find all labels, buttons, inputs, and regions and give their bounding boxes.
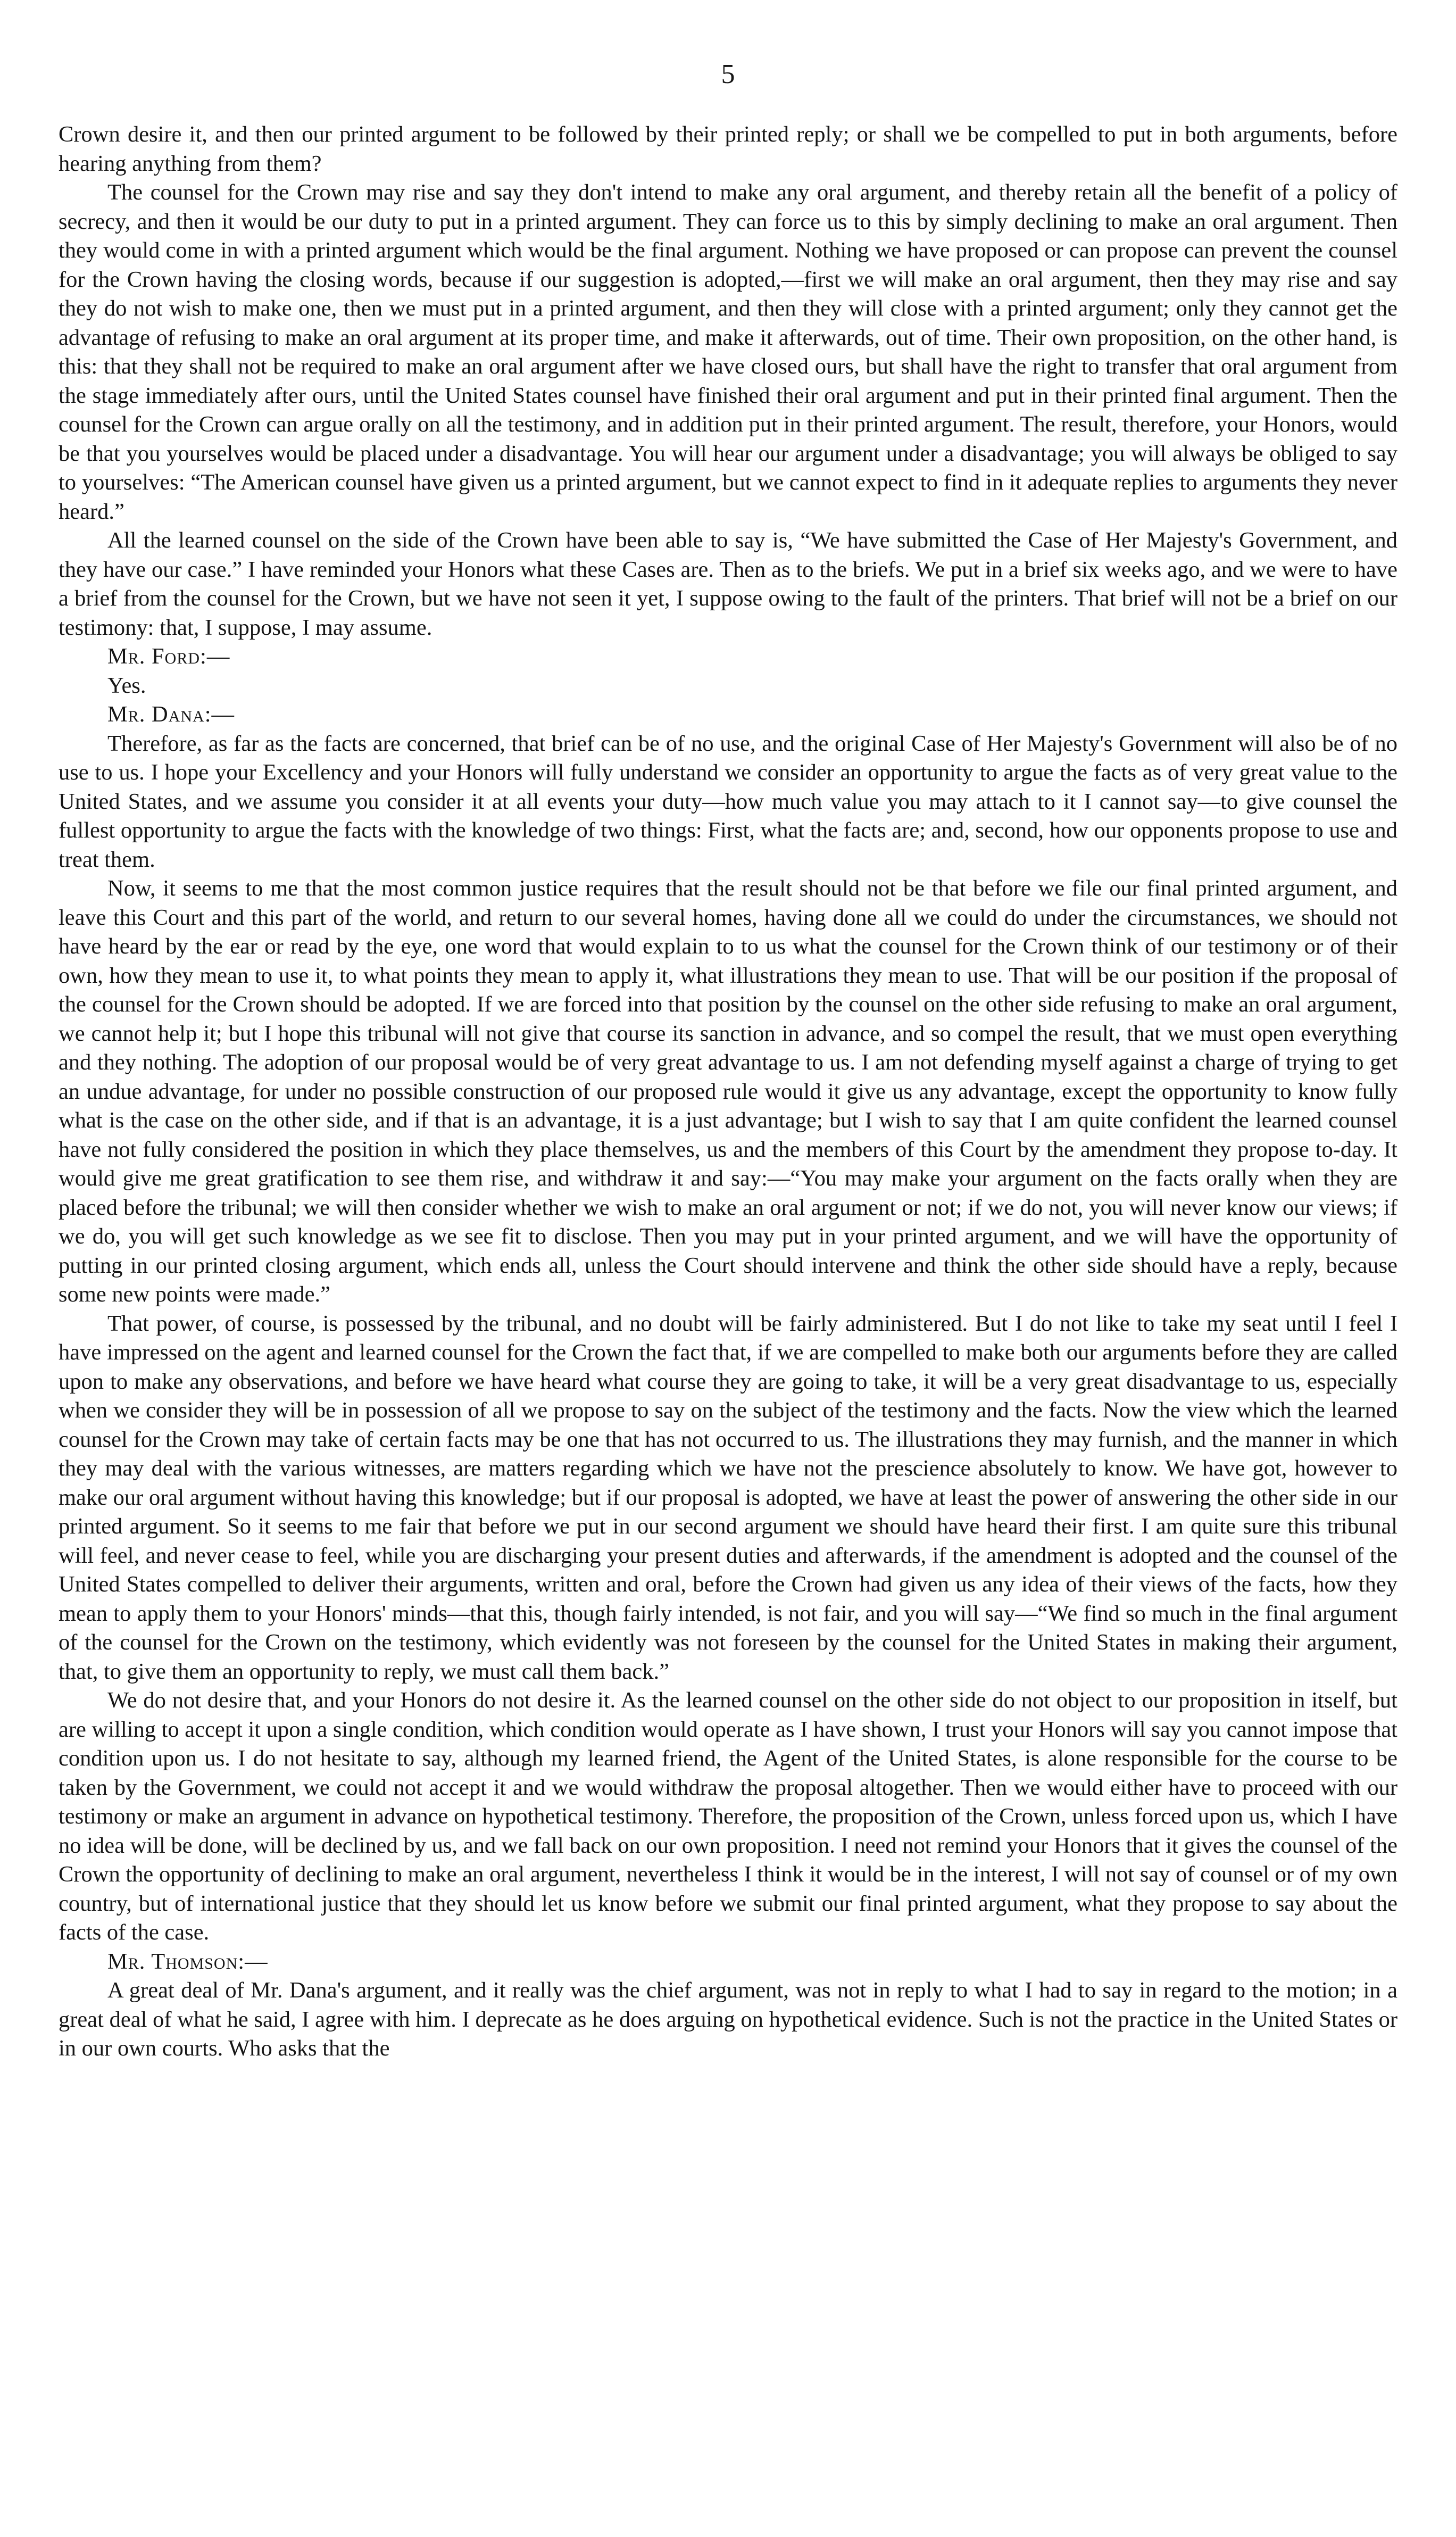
- paragraph: All the learned counsel on the side of the Crown have been able to say is, “We have submitted the Case of Her Majesty's Government, and they have our case.” I have reminded your Honors what these Cases are. Then as to the briefs. We put in a brief six weeks ago, and we were to have a brief from the counsel for the Crown, but we have not seen it yet, I suppose owing to the fault of the printers. That brief will not be a brief on our testimony: that, I suppose, I may assume.: [59, 528, 1397, 640]
- paragraph: A great deal of Mr. Dana's argument, and it really was the chief argument, was not in reply to what I had to say in regard to the motion; in a great deal of what he said, I agree with him. I deprecate as he does arguing on hypothetical evidence. Such is not the practice in the United States or in our own courts. Who asks that the: [59, 1978, 1397, 2061]
- speaker-label: Mr. Ford:—: [107, 644, 230, 669]
- paragraph: The counsel for the Crown may rise and say they don't intend to make any oral argument, and thereby retain all the benefit of a policy of secrecy, and then it would be our duty to put in a printed argument. They can force us to this by simply declining to make an oral argument. Then they would come in with a printed argument which would be the final argument. Nothing we have proposed or can propose can prevent the counsel for the Crown having the closing words, because if our suggestion is adopted,—first we will make an oral argument, then they may rise and say they do not wish to make one, then we must put in a printed argument, and then they will close with a printed argument; only they cannot get the advantage of refusing to make an oral argument at its proper time, and make it afterwards, out of time. Their own proposition, on the other hand, is this: that they shall not be required to make an oral argument after we have closed ours, but shall have the right to transfer that oral argument from the stage immediately after ours, until the United States counsel have finished their oral argument and put in their printed final argument. Then the counsel for the Crown can argue orally on all the testimony, and in addition put in their printed argument. The result, therefore, your Honors, would be that you yourselves would be placed under a disadvantage. You will hear our argument under a disadvantage; you will always be obliged to say to yourselves: “The American counsel have given us a printed argument, but we cannot expect to find in it adequate replies to arguments they never heard.”: [59, 180, 1397, 524]
- page-number: 5: [721, 59, 735, 89]
- paragraph: We do not desire that, and your Honors do not desire it. As the learned counsel on the other side do not object to our proposition in itself, but are willing to accept it upon a single condition, which condition would operate as I have shown, I trust your Honors will say you cannot impose that condition upon us. I do not hesitate to say, although my learned friend, the Agent of the United States, is alone responsible for the course to be taken by the Government, we could not accept it and we would withdraw the proposal altogether. Then we would either have to proceed with our testimony or make an argument in advance on hypothetical testimony. Therefore, the proposition of the Crown, unless forced upon us, which I have no idea will be done, will be declined by us, and we fall back on our own proposition. I need not remind your Honors that it gives the counsel of the Crown the opportunity of declining to make an oral argument, nevertheless I think it would be in the interest, I will not say of counsel or of my own country, but of international justice that they should let us know before we submit our final printed argument, what they propose to say about the facts of the case.: [59, 1688, 1397, 1945]
- speaker-label: Mr. Thomson:—: [107, 1949, 268, 1974]
- paragraph: Therefore, as far as the facts are concerned, that brief can be of no use, and the original Case of Her Majesty's Government will also be of no use to us. I hope your Excellency and your Honors will fully understand we consider an opportunity to argue the facts as of very great value to the United States, and we assume you consider it at all events your duty—how much value you may attach to it I cannot say—to give counsel the fullest opportunity to argue the facts with the knowledge of two things: First, what the facts are; and, second, how our opponents propose to use and treat them.: [59, 731, 1397, 872]
- paragraph: That power, of course, is possessed by the tribunal, and no doubt will be fairly administered. But I do not like to take my seat until I feel I have impressed on the agent and learned counsel for the Crown the fact that, if we are compelled to make both our arguments before they are called upon to make any observations, and before we have heard what course they are going to take, it will be a very great disadvantage to us, especially when we consider they will be in possession of all we propose to say on the subject of the testimony and the facts. Now the view which the learned counsel for the Crown may take of certain facts may be one that has not occurred to us. The illustrations they may furnish, and the manner in which they may deal with the various witnesses, are matters regarding which we have not the prescience absolutely to know. We have got, however to make our oral argument without having this knowledge; but if our proposal is adopted, we have at least the power of answering the other side in our printed argument. So it seems to me fair that before we put in our second argument we should have heard their first. I am quite sure this tribunal will feel, and never cease to feel, while you are discharging your present duties and afterwards, if the amendment is adopted and the counsel of the United States compelled to deliver their arguments, written and oral, before the Crown had given us any idea of their views of the facts, how they mean to apply them to your Honors' minds—that this, though fairly intended, is not fair, and you will say—“We find so much in the final argument of the counsel for the Crown on the testimony, which evidently was not foreseen by the counsel for the United States in making their argument, that, to give them an opportunity to reply, we must call them back.”: [59, 1311, 1397, 1684]
- document-body: [59, 120, 1397, 2063]
- speaker-reply: Yes.: [107, 673, 146, 698]
- paragraph: Crown desire it, and then our printed argument to be followed by their printed reply; or shall we be compelled to put in both arguments, before hearing anything from them?: [59, 122, 1397, 176]
- speaker-label: Mr. Dana:—: [107, 702, 235, 727]
- paragraph: Now, it seems to me that the most common justice requires that the result should not be that before we file our final printed argument, and leave this Court and this part of the world, and return to our several homes, having done all we could do under the circumstances, we should not have heard by the ear or read by the eye, one word that would explain to to us what the counsel for the Crown think of our testimony or of their own, how they mean to use it, to what points they mean to apply it, what illustrations they mean to use. That will be our position if the proposal of the counsel for the Crown should be adopted. If we are forced into that position by the counsel on the other side refusing to make an oral argument, we cannot help it; but I hope this tribunal will not give that course its sanction in advance, and so compel the result, that we must open everything and they nothing. The adoption of our proposal would be of very great advantage to us. I am not defending myself against a charge of trying to get an undue advantage, for under no possible construction of our proposed rule would it give us any advantage, except the opportunity to know fully what is the case on the other side, and if that is an advantage, it is a just advantage; but I wish to say that I am quite confident the learned counsel have not fully considered the position in which they place themselves, us and the members of this Court by the amendment they propose to-day. It would give me great gratification to see them rise, and withdraw it and say:—“You may make your argument on the facts orally when they are placed before the tribunal; we will then consider whether we wish to make an oral argument or not; if we do not, you will never know our views; if we do, you will get such knowledge as we see fit to disclose. Then you may put in your printed argument, and we will have the opportunity of putting in our printed closing argument, which ends all, unless the Court should intervene and think the other side should have a reply, because some new points were made.”: [59, 876, 1397, 1307]
